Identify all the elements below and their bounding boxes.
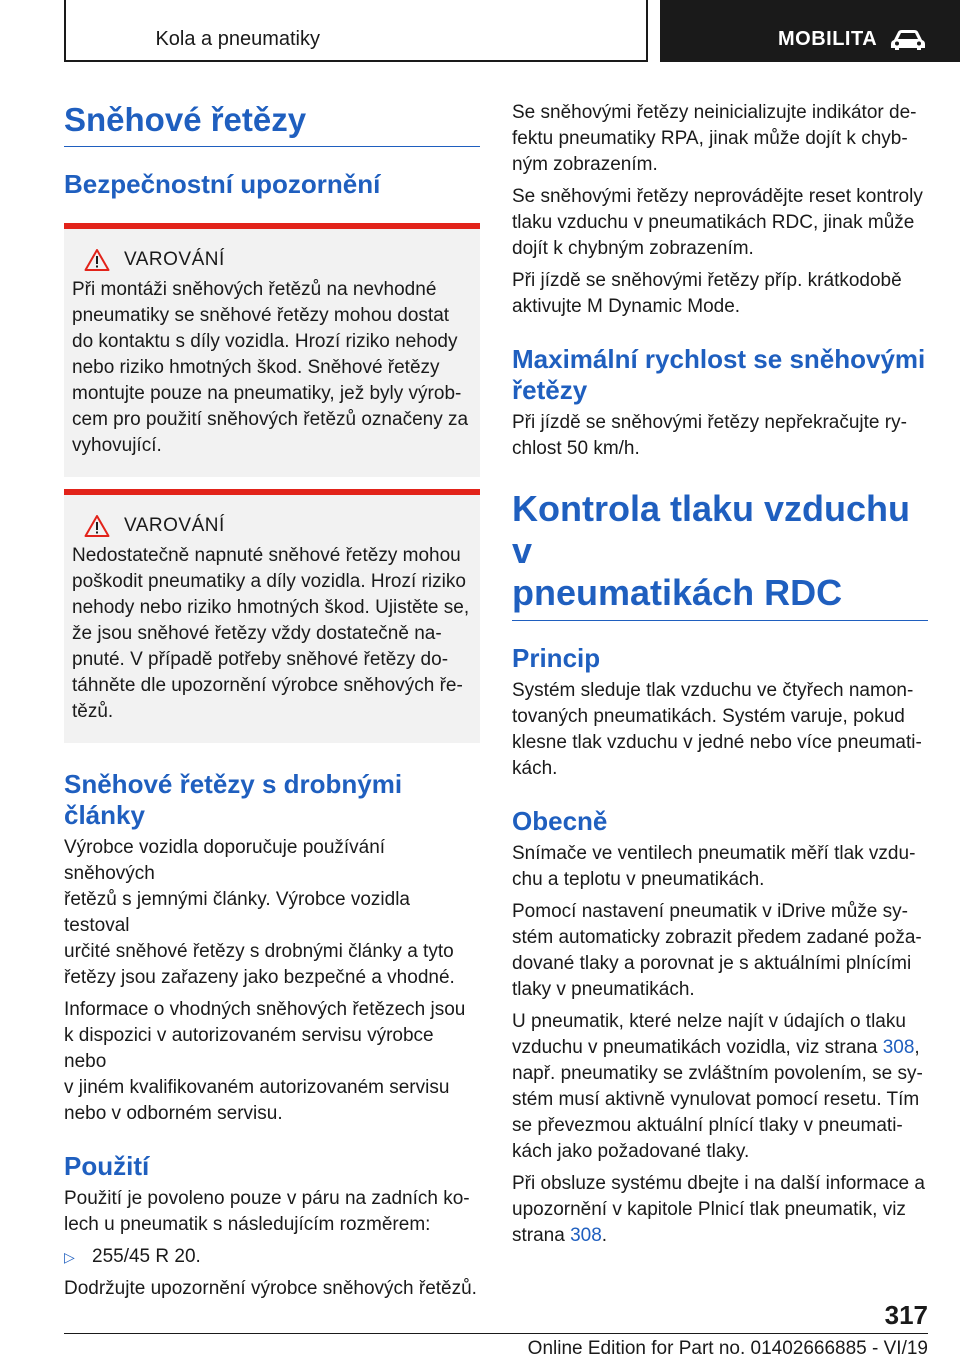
- warning-line: pnuté. V případě potřeby sněhové řetězy do‐: [72, 649, 449, 670]
- text-line: se převezmou aktuální plnící tlaky v pneumati‐: [512, 1115, 903, 1136]
- warning-label: VAROVÁNÍ: [124, 515, 225, 536]
- heading-line: články: [64, 800, 145, 830]
- list-item: [64, 1244, 480, 1270]
- text-line: stém automaticky zobrazit předem zadané poža‐: [512, 927, 922, 948]
- warning-line: poškodit pneumatiky a díly vozidla. Hrozí riziko: [72, 571, 466, 592]
- text-line: tlaku vzduchu v pneumatikách RDC, jinak může: [512, 212, 915, 233]
- heading-line: Maximální rychlost se sněhovými: [512, 344, 926, 374]
- general-paragraph-1: [512, 841, 928, 893]
- warning-line: montujte pouze na pneumatiky, jež byly výrob‐: [72, 383, 462, 404]
- text-line: Snímače ve ventilech pneumatik měří tlak vzdu‐: [512, 843, 916, 864]
- text-line: Výrobce vozidla doporučuje používání sněhových: [64, 837, 386, 884]
- fine-links-paragraph-2: [64, 997, 480, 1127]
- text-fragment: vzduchu v pneumatikách vozidla, viz strana: [512, 1037, 883, 1058]
- text-line: dované tlaky a porovnat je s aktuálními plnícími: [512, 953, 912, 974]
- text-line: Při jízdě se sněhovými řetězy nepřekračujte ry‐: [512, 412, 907, 433]
- tire-size: 255/45 R 20.: [92, 1246, 201, 1267]
- rdc-section-title: [512, 488, 928, 621]
- text-line: kách.: [512, 758, 558, 779]
- text-line: řetězy jsou zařazeny jako bezpečné a vhodné.: [64, 967, 455, 988]
- text-line: tovaných pneumatikách. Systém varuje, pokud: [512, 706, 905, 727]
- text-line: Při obsluze systému dbejte i na další informace a: [512, 1173, 925, 1194]
- intro-paragraph-3: [512, 268, 928, 320]
- text-line: U pneumatik, které nelze najít v údajích o tlaku: [512, 1011, 906, 1032]
- header-chapter-tab: [660, 0, 960, 62]
- max-speed-heading: [512, 344, 928, 406]
- text-line: k dispozici v autorizovaném servisu výrobce nebo: [64, 1025, 434, 1072]
- text-line: Informace o vhodných sněhových řetězech jsou: [64, 999, 466, 1020]
- footer-edition: Online Edition for Part no. 01402666885 - VI/19: [527, 1338, 928, 1359]
- text-fragment: .: [601, 1225, 608, 1246]
- heading-line: řetězy: [512, 375, 588, 405]
- principle-paragraph: [512, 678, 928, 782]
- heading-line: Sněhové řetězy s drobnými: [64, 769, 403, 799]
- text-line: aktivujte M Dynamic Mode.: [512, 296, 741, 317]
- fine-links-heading: [64, 769, 480, 831]
- text-line: řetězů s jemnými články. Výrobce vozidla testoval: [64, 889, 410, 936]
- title-line: Kontrola tlaku vzduchu v: [512, 488, 911, 571]
- page-number: 317: [884, 1300, 928, 1330]
- warning-line: cem pro použití sněhových řetězů označeny za: [72, 409, 469, 430]
- bullet-triangle-icon: ▷: [64, 1249, 75, 1265]
- text-line: kách jako požadované tlaky.: [512, 1141, 750, 1162]
- warning-box-2: [64, 489, 480, 743]
- text-line: stém musí aktivně vynulovat pomocí resetu. Tím: [512, 1089, 920, 1110]
- text-line: Pomocí nastavení pneumatik v iDrive může sy‐: [512, 901, 908, 922]
- general-heading: Obecně: [512, 806, 608, 836]
- footer-divider: [64, 1333, 928, 1334]
- text-line: v jiném kvalifikovaném autorizovaném servisu: [64, 1077, 450, 1098]
- intro-paragraph-1: [512, 100, 928, 178]
- max-speed-paragraph: [512, 410, 928, 462]
- general-paragraph-3: [512, 1009, 928, 1165]
- usage-note: Dodržujte upozornění výrobce sněhových řetězů.: [64, 1278, 477, 1299]
- text-line: upozornění v kapitole Plnicí tlak pneumatik, viz: [512, 1199, 906, 1220]
- text-line: tlaky v pneumatikách.: [512, 979, 695, 1000]
- usage-paragraph: [64, 1186, 480, 1238]
- general-paragraph-4: [512, 1171, 928, 1249]
- warning-line: pneumatiky se sněhové řetězy mohou dostat: [72, 305, 450, 326]
- car-icon: [888, 28, 928, 52]
- header-frame: [64, 0, 648, 62]
- text-line: Systém sleduje tlak vzduchu ve čtyřech namon‐: [512, 680, 914, 701]
- page-link-308[interactable]: 308: [570, 1225, 602, 1246]
- text-line: určité sněhové řetězy s drobnými články a tyto: [64, 941, 454, 962]
- text-fragment: strana: [512, 1225, 571, 1246]
- warning-box-1: [64, 223, 480, 477]
- text-line: chlost 50 km/h.: [512, 438, 640, 459]
- text-line: ným zobrazením.: [512, 154, 658, 175]
- warning-line: do kontaktu s díly vozidla. Hrozí riziko nehody: [72, 331, 458, 352]
- chapter-tab-label: MOBILITA: [778, 28, 878, 50]
- fine-links-paragraph-1: [64, 835, 480, 991]
- text-line: dojít k chybným zobrazením.: [512, 238, 754, 259]
- warning-triangle-icon: [84, 514, 110, 538]
- warning-line: že jsou sněhové řetězy vždy dostatečně na‐: [72, 623, 442, 644]
- general-paragraph-2: [512, 899, 928, 1003]
- intro-paragraph-2: [512, 184, 928, 262]
- warning-line: tězů.: [72, 701, 114, 722]
- text-line: Se sněhovými řetězy neinicializujte indikátor de‐: [512, 102, 917, 123]
- warning-line: Při montáži sněhových řetězů na nevhodné: [72, 279, 437, 300]
- left-column: [64, 100, 480, 1302]
- text-line: Se sněhovými řetězy neprovádějte reset kontroly: [512, 186, 923, 207]
- header-section-title: Kola a pneumatiky: [155, 28, 320, 50]
- text-line: chu a teplotu v pneumatikách.: [512, 869, 765, 890]
- warning-triangle-icon: [84, 248, 110, 272]
- warning-line: nehody nebo riziko hmotných škod. Ujistěte se,: [72, 597, 470, 618]
- principle-heading: Princip: [512, 643, 601, 673]
- warning-line: Nedostatečně napnuté sněhové řetězy mohou: [72, 545, 461, 566]
- title-line: pneumatikách RDC: [512, 572, 843, 613]
- usage-heading: Použití: [64, 1151, 150, 1181]
- text-line: Použití je povoleno pouze v páru na zadních ko‐: [64, 1188, 470, 1209]
- warning-label: VAROVÁNÍ: [124, 249, 225, 270]
- text-line: např. pneumatiky se zvláštním povolením, se sy‐: [512, 1063, 923, 1084]
- text-line: klesne tlak vzduchu v jedné nebo více pneumati‐: [512, 732, 922, 753]
- text-line-with-link: [512, 1223, 928, 1249]
- text-line: Při jízdě se sněhovými řetězy příp. krátkodobě: [512, 270, 902, 291]
- warning-line: táhněte dle upozornění výrobce sněhových ře‐: [72, 675, 463, 696]
- page-link-308[interactable]: 308: [882, 1037, 915, 1058]
- warning-line: vyhovující.: [72, 435, 162, 456]
- warning-line: nebo riziko hmotných škod. Sněhové řetězy: [72, 357, 440, 378]
- text-line: fektu pneumatiky RPA, jinak může dojít k chyb‐: [512, 128, 908, 149]
- text-line: lech u pneumatik s následujícím rozměrem:: [64, 1214, 431, 1235]
- text-line: nebo v odborném servisu.: [64, 1103, 283, 1124]
- right-column: [512, 100, 928, 1249]
- page-title: Sněhové řetězy: [64, 100, 480, 147]
- text-fragment: ,: [914, 1037, 920, 1058]
- safety-heading: Bezpečnostní upozornění: [64, 169, 381, 199]
- text-line-with-link: [512, 1035, 928, 1061]
